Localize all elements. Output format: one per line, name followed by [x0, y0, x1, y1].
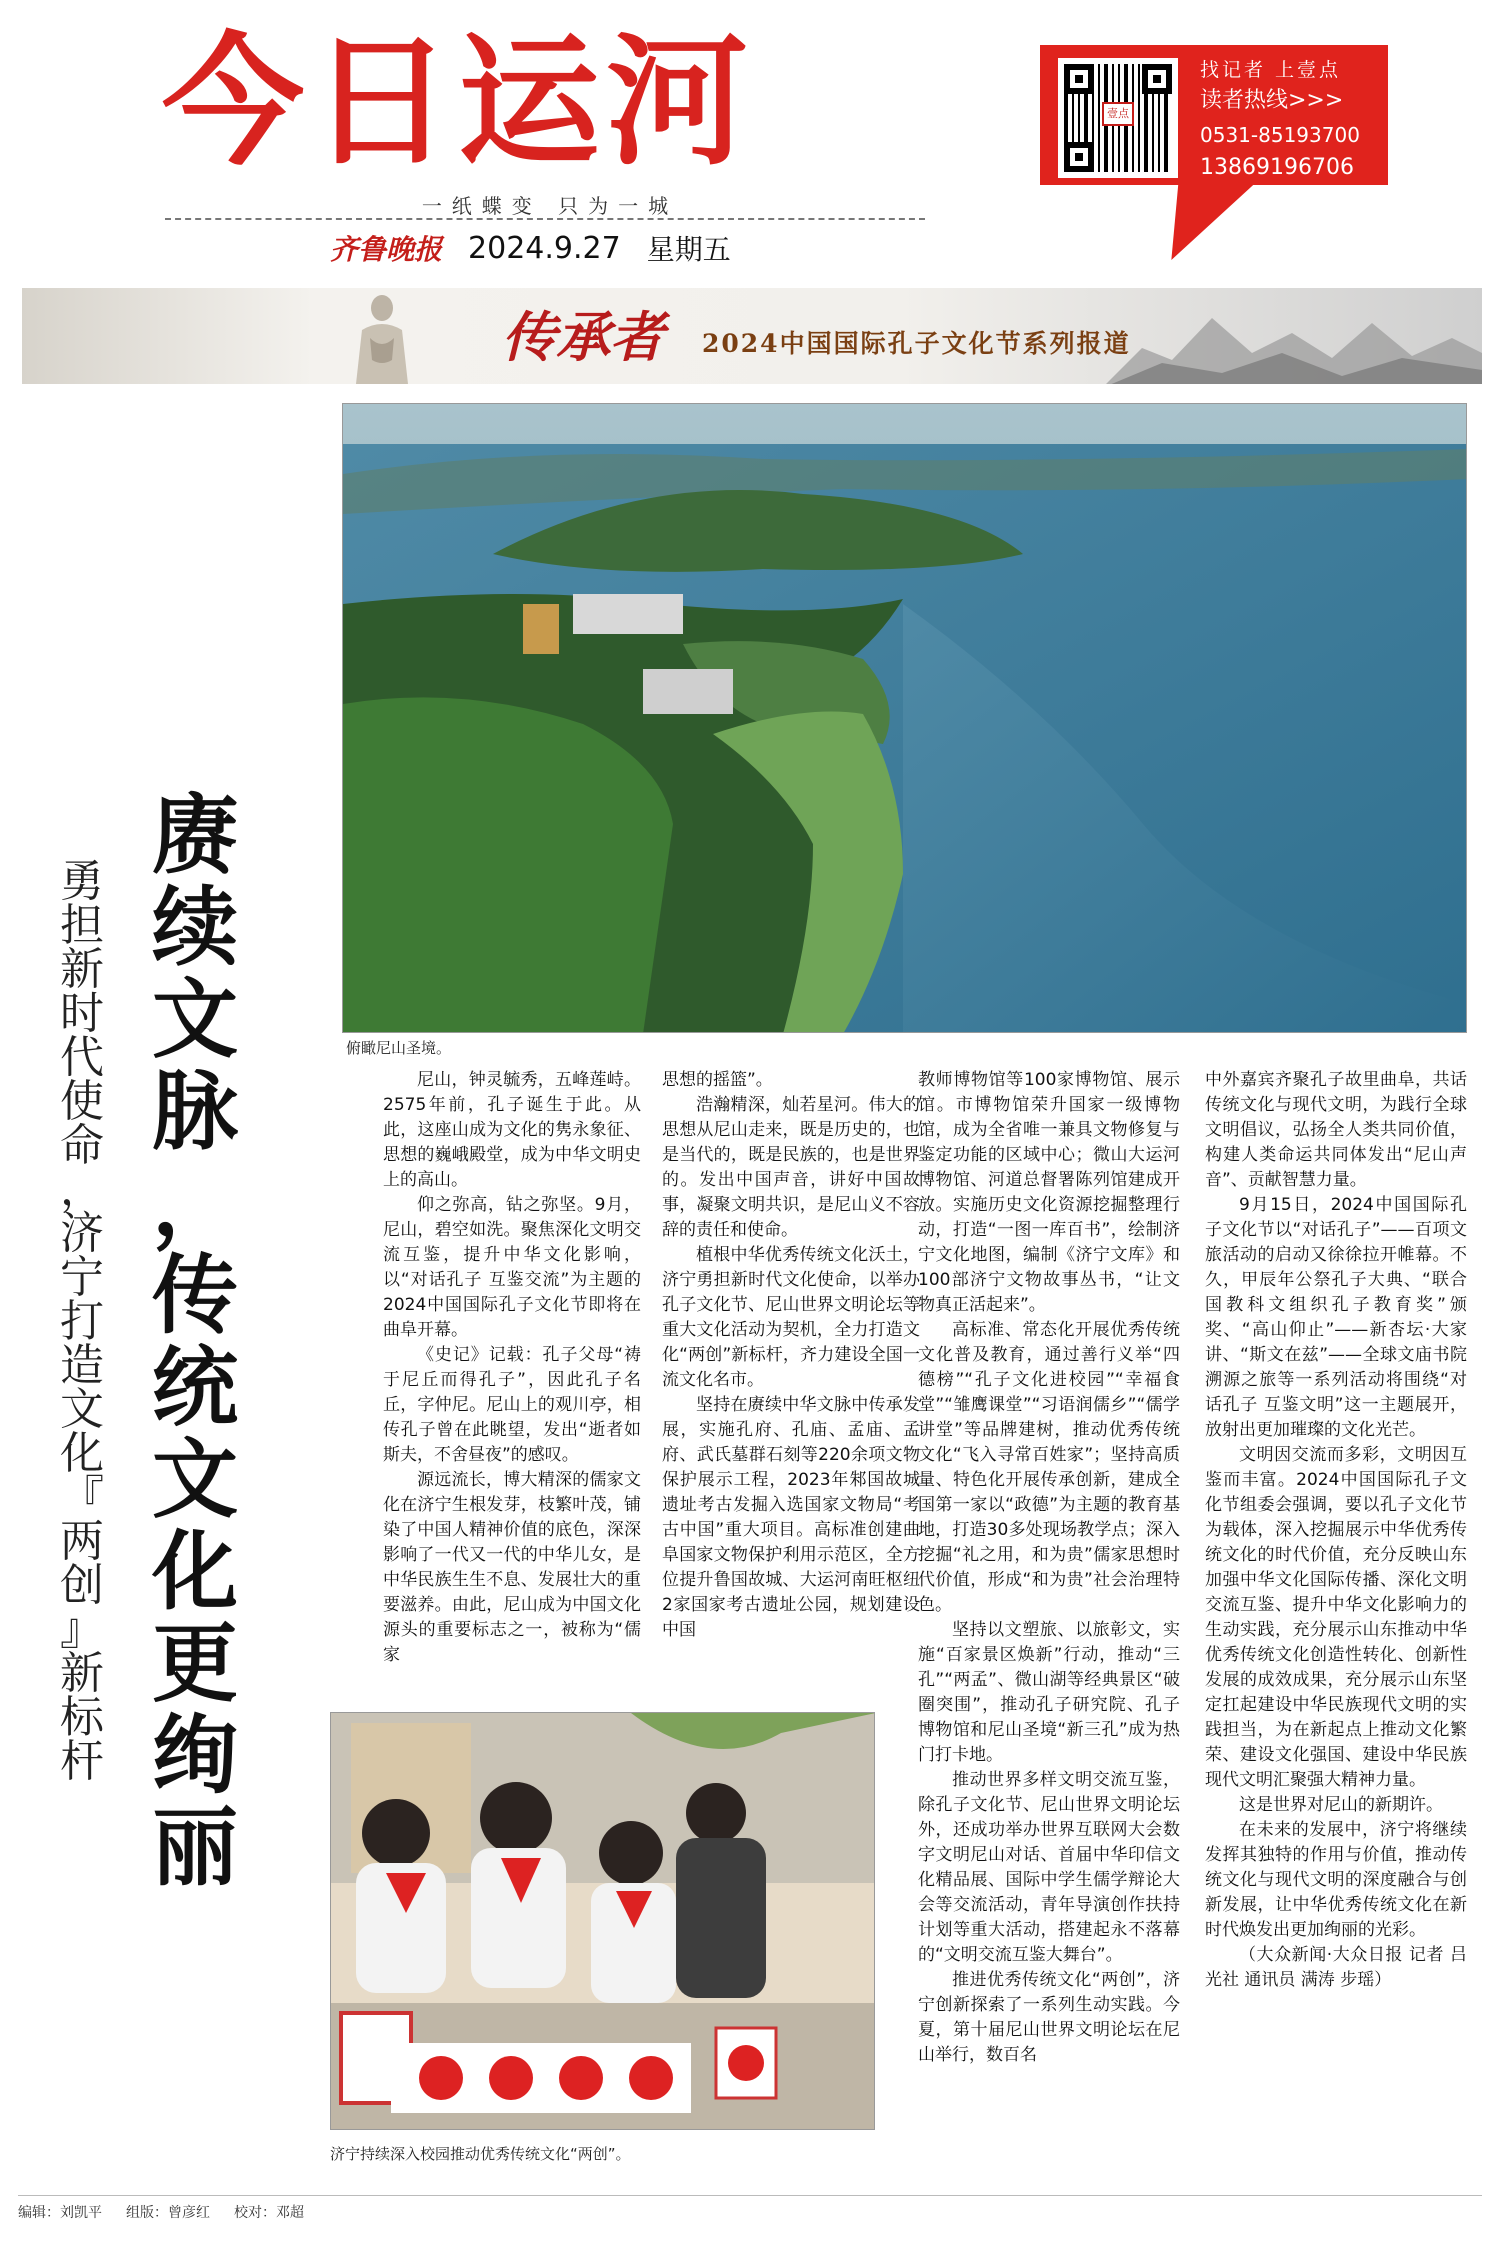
- footer-divider: [18, 2195, 1482, 2196]
- qr-logo: 壹点: [1102, 102, 1134, 126]
- students-image: [331, 1713, 875, 2130]
- headline-char: 化: [152, 1521, 238, 1622]
- subheadline-char: 使: [60, 1076, 104, 1127]
- headline-char: 统: [152, 1337, 238, 1438]
- headline-char: ，: [152, 1153, 238, 1254]
- subheadline-char: 文: [60, 1384, 104, 1435]
- article-paragraph: 教师博物馆等100家博物馆、展示馆。市博物馆荣升国家一级博物馆，成为全省唯一兼具文物修复与鉴定功能的区域中心；微山大运河博物馆、河道总督署陈列馆建成开放。实施历史文化资源挖掘整理行动，打造“一图一库百书”，绘制济宁文化地图，编制《济宁文库》和100部济宁文物故事丛书，“让文物真正活起来”。: [918, 1070, 1180, 1315]
- article-paragraph: 仰之弥高，钻之弥坚。9月，尼山，碧空如洗。聚焦深化文明交流互鉴，提升中华文化影响，以“对话孔子 互鉴交流”为主题的2024中国国际孔子文化节即将在曲阜开幕。: [383, 1195, 641, 1340]
- subheadline-char: 』: [60, 1604, 104, 1655]
- article-paragraph: 尼山，钟灵毓秀，五峰莲峙。2575年前，孔子诞生于此。从此，这座山成为文化的隽永象征、思想的巍峨殿堂，成为中华文明史上的高山。: [383, 1070, 641, 1190]
- subheadline-char: 标: [60, 1692, 104, 1743]
- article-column-2: [662, 1068, 920, 1643]
- headline-char: 传: [152, 1245, 238, 1346]
- article-paragraph: 推动世界多样文明交流互鉴，除孔子文化节、尼山世界文明论坛外，还成功举办世界互联网大会数字文明尼山对话、首届中华印信文化精品展、国际中学生儒学辩论大会等交流活动，青年导演创作扶持计划等重大活动，搭建起永不落幕的“文明交流互鉴大舞台”。: [918, 1770, 1180, 1965]
- aerial-landscape-image: [343, 404, 1467, 1033]
- article-paragraph: 高标准、常态化开展优秀传统文化普及教育，通过善行义举“四德榜”“孔子文化进校园”“幸福食堂”“雏鹰课堂”“习语润儒乡”“儒学讲堂”等品牌建树，推动优秀传统文化“飞入寻常百姓家”；坚持高质量、特色化开展传承创新，建成全国第一家以“政德”为主题的教育基地，打造30多处现场教学点；深入挖掘“礼之用，和为贵”儒家思想时代价值，形成“和为贵”社会治理特色。: [918, 1320, 1180, 1615]
- headline-char: 文: [152, 969, 238, 1070]
- footer-layout: 组版：曾彦红: [126, 2205, 210, 2221]
- article-paragraph: 在未来的发展中，济宁将继续发挥其独特的作用与价值，推动传统文化与现代文明的深度融合与创新发展，让中华优秀传统文化在新时代焕发出更加绚丽的光彩。: [1205, 1820, 1467, 1940]
- masthead-slogan: 一纸蝶变 只为一城: [421, 194, 679, 218]
- subheadline-char: 命: [60, 1120, 104, 1171]
- qr-code-icon[interactable]: [1058, 58, 1178, 178]
- headline-char: 脉: [152, 1061, 238, 1162]
- qr-code-pattern: [1064, 64, 1172, 172]
- subheadline-char: 造: [60, 1340, 104, 1391]
- issue-weekday: 星期五: [646, 233, 731, 266]
- article-paragraph: 这是世界对尼山的新期许。: [1239, 1795, 1443, 1815]
- banner-heading: 传承者: [502, 305, 664, 369]
- article-subheadline: [52, 856, 112, 1787]
- hotline-phone-2: 13869196706: [1200, 155, 1354, 180]
- series-banner: [22, 288, 1482, 384]
- article-paragraph: 《史记》记载：孔子父母“祷于尼丘而得孔子”，因此孔子名丘，字仲尼。尼山上的观川亭，相传孔子曾在此眺望，发出“逝者如斯夫，不舍昼夜”的感叹。: [383, 1345, 641, 1465]
- article-paragraph: 推进优秀传统文化“两创”，济宁创新探索了一系列生动实践。今夏，第十届尼山世界文明论坛在尼山举行，数百名: [918, 1970, 1180, 2065]
- banner-subheading: 2024中国国际孔子文化节系列报道: [702, 329, 1131, 358]
- subheadline-char: 化: [60, 1428, 104, 1479]
- subheadline-char: 两: [60, 1516, 104, 1567]
- hotline-label: 读者热线>>>: [1200, 88, 1344, 113]
- footer-credits: [18, 2202, 304, 2222]
- issue-date: 2024.9.27: [468, 230, 621, 266]
- article-paragraph: 源远流长，博大精深的儒家文化在济宁生根发芽，枝繁叶茂，铺染了中国人精神价值的底色，深深影响了一代又一代的中华儿女，是中华民族生生不息、发展壮大的重要滋养。由此，尼山成为中国文化源头的重要标志之一，被称为“儒家: [383, 1470, 641, 1665]
- qr-finder-icon: [1064, 64, 1094, 94]
- headline-char: 赓: [152, 785, 238, 886]
- footer-proofreader: 校对：邓超: [234, 2205, 304, 2221]
- headline-char: 更: [152, 1613, 238, 1714]
- masthead-title: 今日运河: [162, 20, 754, 185]
- subheadline-char: 新: [60, 944, 104, 995]
- masthead-divider: [165, 218, 925, 220]
- paper-name: 齐鲁晚报: [330, 233, 443, 266]
- subheadline-char: 打: [60, 1296, 104, 1347]
- article-paragraph: （大众新闻·大众日报 记者 吕光社 通讯员 满涛 步瑶）: [1205, 1945, 1467, 1990]
- students-papercut-photo: [330, 1712, 875, 2130]
- article-paragraph: 植根中华优秀传统文化沃土，济宁勇担新时代文化使命，以举办孔子文化节、尼山世界文明论坛等重大文化活动为契机，全力打造文化“两创”新标杆，齐力建设全国一流文化名市。: [662, 1245, 920, 1390]
- article-paragraph: 坚持在赓续中华文脉中传承发展，实施孔府、孔庙、孟庙、孟府、武氏墓群石刻等220余项文物保护展示工程，2023年邾国故城遗址考古发掘入选国家文物局“考古中国”重大项目。高标准创建曲阜国家文物保护利用示范区，全方位提升鲁国故城、大运河南旺枢纽2家国家考古遗址公园，规划建设中国: [662, 1395, 920, 1640]
- subheadline-char: 新: [60, 1648, 104, 1699]
- subheadline-char: 宁: [60, 1252, 104, 1303]
- headline-char: 绚: [152, 1705, 238, 1806]
- subheadline-char: 杆: [60, 1736, 104, 1787]
- article-column-4: [1205, 1068, 1467, 1993]
- footer-editor: 编辑：刘凯平: [18, 2205, 102, 2221]
- nishan-statue-mark: [523, 604, 559, 654]
- article-paragraph: 中外嘉宾齐聚孔子故里曲阜，共话传统文化与现代文明，为践行全球文明倡议，弘扬全人类共同价值，构建人类命运共同体发出“尼山声音”、贡献智慧力量。: [1205, 1070, 1467, 1190]
- subheadline-char: 时: [60, 988, 104, 1039]
- article-headline: [140, 785, 250, 1898]
- dateline: [330, 228, 731, 268]
- subheadline-char: 创: [60, 1560, 104, 1611]
- subheadline-char: 代: [60, 1032, 104, 1083]
- article-paragraph: 文明因交流而多彩，文明因互鉴而丰富。2024中国国际孔子文化节组委会强调，要以孔子文化节为载体，深入挖掘展示中华优秀传统文化的时代价值，充分反映山东加强中华文化国际传播、深化文明交流互鉴、提升中华文化影响力的生动实践，充分展示山东推动中华优秀传统文化创造性转化、创新性发展的成效成果，充分展示山东坚定扛起建设中华民族现代文明的实践担当，为在新起点上推动文化繁荣、建设文化强国、建设中华民族现代文明汇聚强大精神力量。: [1205, 1445, 1467, 1790]
- headline-char: 文: [152, 1429, 238, 1530]
- article-paragraph: 坚持以文塑旅、以旅彰文，实施“百家景区焕新”行动，推动“三孔”“两孟”、微山湖等经典景区“破圈突围”，推动孔子研究院、孔子博物馆和尼山圣境“新三孔”成为热门打卡地。: [918, 1620, 1180, 1765]
- article-column-1: [383, 1068, 641, 1668]
- hotline-tagline: 找记者 上壹点: [1200, 59, 1342, 81]
- mountain-landscape-icon: [1102, 298, 1482, 384]
- subheadline-char: 济: [60, 1208, 104, 1259]
- qr-finder-icon: [1142, 64, 1172, 94]
- hero-caption: 俯瞰尼山圣境。: [346, 1039, 452, 1057]
- subheadline-char: ，: [60, 1164, 104, 1215]
- headline-char: 丽: [152, 1797, 238, 1898]
- subheadline-char: 『: [60, 1472, 104, 1523]
- qr-finder-icon: [1064, 142, 1094, 172]
- article-column-3: [918, 1068, 1180, 2068]
- hotline-callout-tail: [1141, 180, 1258, 260]
- hotline-text: [1200, 56, 1360, 184]
- article-paragraph: 浩瀚精深，灿若星河。伟大的思想从尼山走来，既是历史的，也是当代的，既是民族的，也是世界的。发出中国声音，讲好中国故事，凝聚文明共识，是尼山义不容辞的责任和使命。: [662, 1095, 920, 1240]
- article-paragraph: 9月15日，2024中国国际孔子文化节以“对话孔子”——百项文旅活动的启动又徐徐拉开帷幕。不久，甲辰年公祭孔子大典、“联合国教科文组织孔子教育奖”颁奖、“高山仰止”——新杏坛·大家讲、“斯文在兹”——全球文庙书院溯源之旅等一系列活动将围绕“对话孔子 互鉴文明”这一主题展开，放射出更加璀璨的文化光芒。: [1205, 1195, 1467, 1440]
- confucius-statue-icon: [342, 290, 422, 384]
- headline-char: 续: [152, 877, 238, 978]
- subheadline-char: 担: [60, 900, 104, 951]
- nishan-aerial-photo: [342, 403, 1467, 1033]
- hotline-phone-1: 0531-85193700: [1200, 123, 1360, 147]
- article-paragraph: 思想的摇篮”。: [662, 1070, 773, 1090]
- subheadline-char: 勇: [60, 856, 104, 907]
- students-photo-caption: 济宁持续深入校园推动优秀传统文化“两创”。: [330, 2145, 631, 2163]
